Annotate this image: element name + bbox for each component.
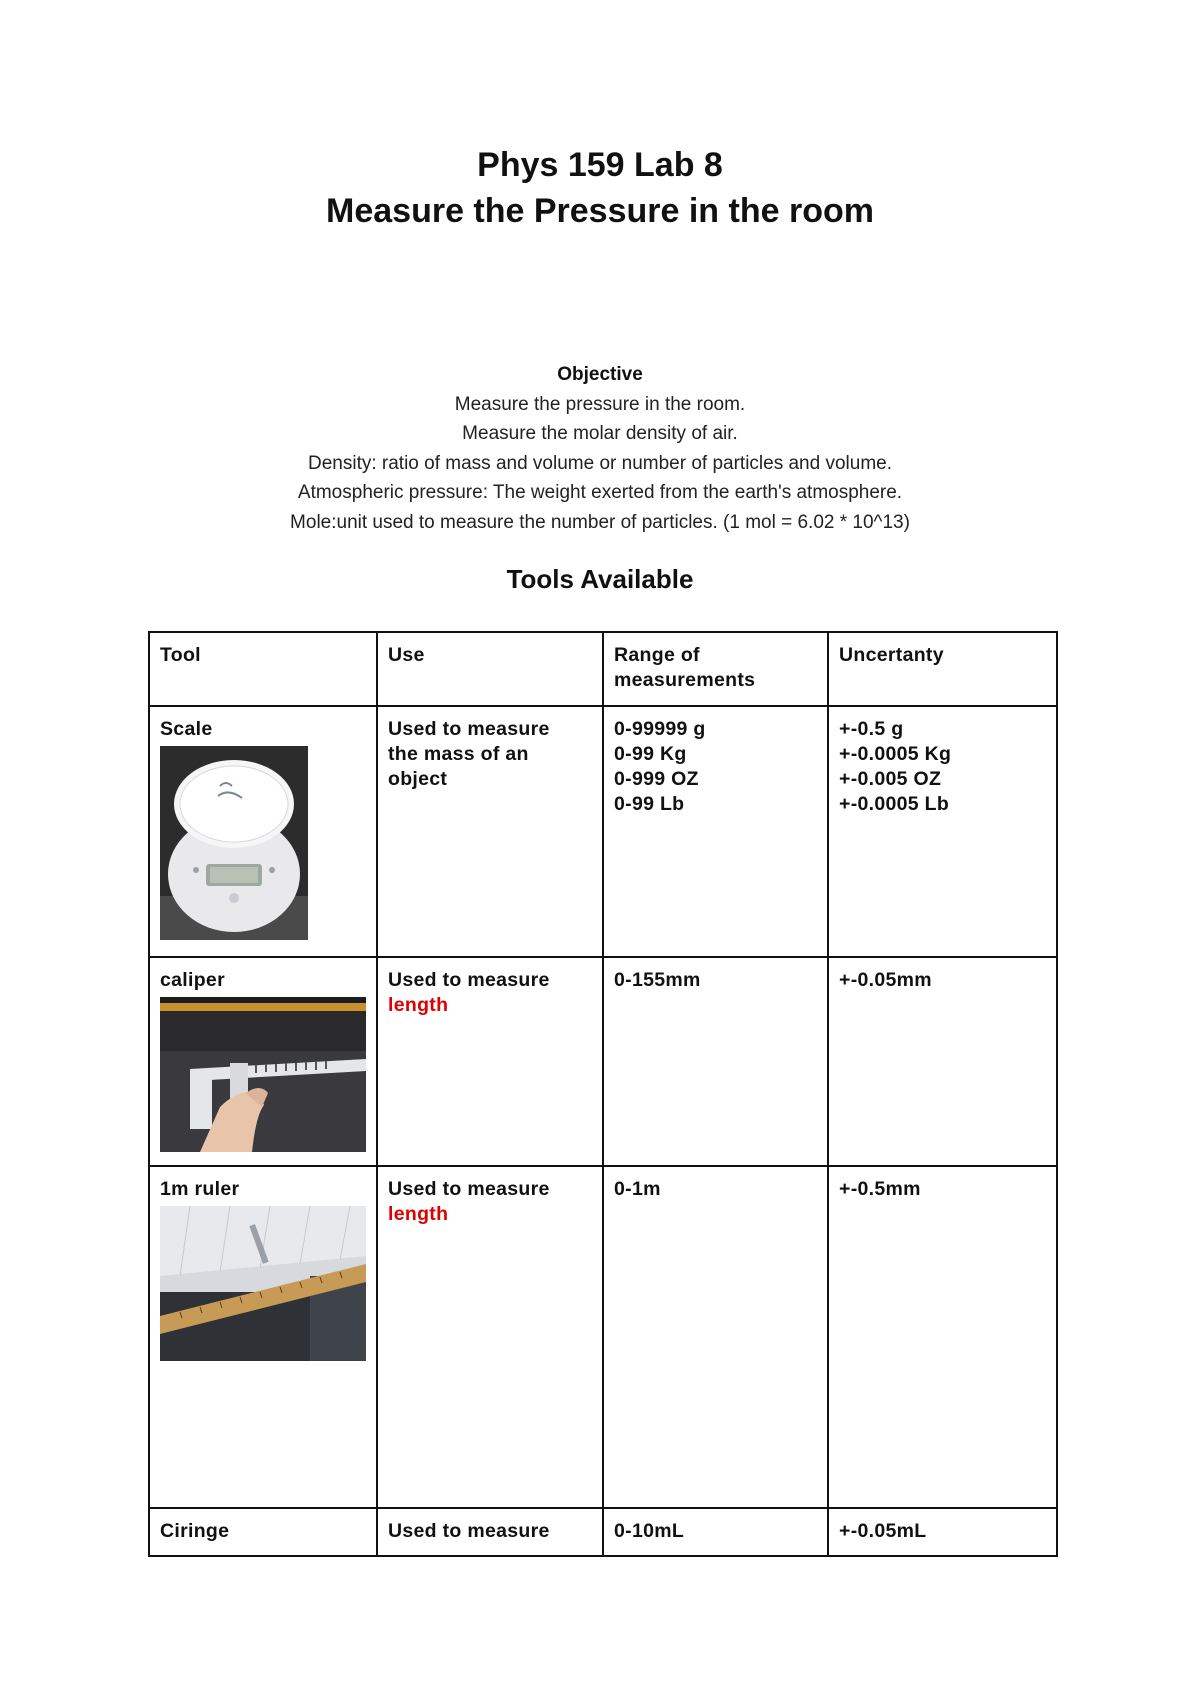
table-row xyxy=(149,1166,1057,1508)
header-range: Range of measurements xyxy=(603,632,828,706)
tool-cell xyxy=(149,1508,377,1556)
objective-line: Atmospheric pressure: The weight exerted from the earth's atmosphere. xyxy=(297,482,903,503)
tool-name: caliper xyxy=(160,969,225,991)
use-cell: Used to measure length xyxy=(377,1166,603,1508)
range-cell: 0-155mm xyxy=(603,957,828,1166)
caliper-photo xyxy=(160,997,366,1152)
objective-section xyxy=(0,360,1200,537)
table-row xyxy=(149,706,1057,957)
table-row xyxy=(149,1508,1057,1556)
tools-section-title: Tools Available xyxy=(506,564,694,594)
table-header-row xyxy=(149,632,1057,706)
range-cell: 0-1m xyxy=(603,1166,828,1508)
table-row xyxy=(149,957,1057,1166)
objective-line: Density: ratio of mass and volume or number of particles and volume. xyxy=(308,452,892,474)
uncertainty-cell: +-0.5 g +-0.0005 Kg +-0.005 OZ +-0.0005 Lb xyxy=(828,706,1057,957)
tool-name: 1m ruler xyxy=(160,1178,240,1200)
page-title: Phys 159 Lab 8 xyxy=(477,146,723,184)
page-subtitle: Measure the Pressure in the room xyxy=(326,192,874,230)
uncertainty-cell: +-0.05mm xyxy=(828,957,1057,1166)
highlight-text: length xyxy=(388,1203,449,1225)
objective-heading: Objective xyxy=(557,364,643,385)
range-cell: 0-99999 g 0-99 Kg 0-999 OZ 0-99 Lb xyxy=(603,706,828,957)
header-use: Use xyxy=(377,632,603,706)
use-cell: Used to measure the mass of an object xyxy=(377,706,603,957)
use-cell: Used to measure length xyxy=(377,957,603,1166)
use-cell: Used to measure xyxy=(377,1508,603,1556)
tool-cell xyxy=(149,957,377,1166)
tool-cell xyxy=(149,1166,377,1508)
objective-line: Measure the pressure in the room. xyxy=(454,393,746,415)
objective-line: Measure the molar density of air. xyxy=(462,423,738,444)
highlight-text: length xyxy=(388,994,449,1016)
uncertainty-cell: +-0.5mm xyxy=(828,1166,1057,1508)
ruler-photo xyxy=(160,1206,366,1361)
scale-photo xyxy=(160,746,308,940)
tools-table xyxy=(148,631,1058,1557)
tool-name: Scale xyxy=(160,718,213,740)
tool-cell xyxy=(149,706,377,957)
header-tool: Tool xyxy=(149,632,377,706)
range-cell: 0-10mL xyxy=(603,1508,828,1556)
header-uncertainty: Uncertanty xyxy=(828,632,1057,706)
objective-line: Mole:unit used to measure the number of particles. (1 mol = 6.02 * 10^13) xyxy=(290,511,910,533)
tool-name: Ciringe xyxy=(160,1520,230,1542)
uncertainty-cell: +-0.05mL xyxy=(828,1508,1057,1556)
